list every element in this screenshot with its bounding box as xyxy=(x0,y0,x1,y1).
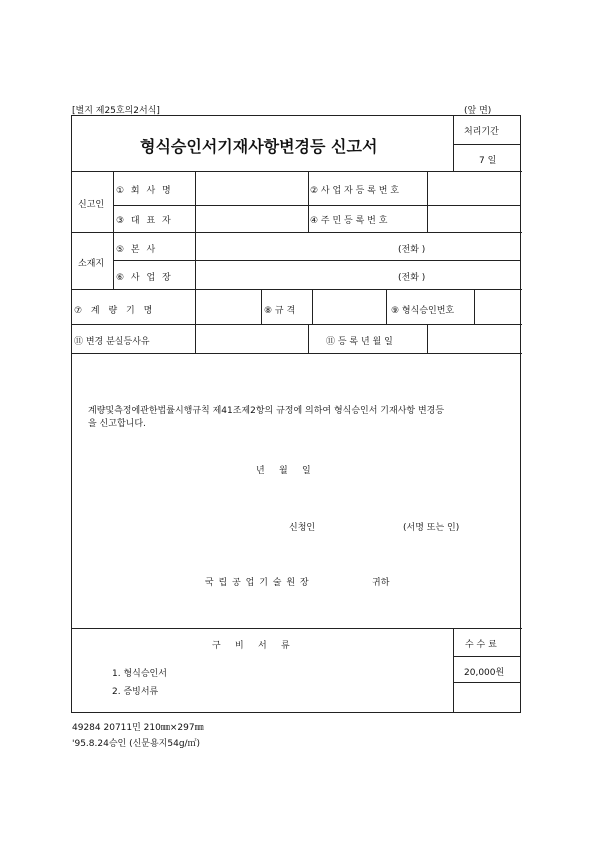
rule xyxy=(386,289,387,324)
registration-date-field[interactable] xyxy=(429,326,519,352)
change-reason-field[interactable] xyxy=(197,326,305,352)
signature-label: (서명 또는 인) xyxy=(403,523,460,533)
rule xyxy=(71,232,522,233)
instrument-name-label: ⑦ 계 량 기 명 xyxy=(74,306,156,316)
rule xyxy=(195,171,196,353)
document-item-1: 1. 형식승인서 xyxy=(112,669,167,679)
rule xyxy=(113,205,521,206)
rule xyxy=(474,289,475,324)
form-number: [별지 제25호의2서식] xyxy=(72,106,160,116)
rule xyxy=(261,289,262,324)
rule xyxy=(308,324,309,353)
fee-label: 수 수 료 xyxy=(465,640,497,650)
rule xyxy=(453,656,521,657)
rule xyxy=(113,171,114,289)
rule xyxy=(113,260,521,261)
rule xyxy=(453,115,454,172)
rule xyxy=(427,324,428,353)
applicant-label: 신청인 xyxy=(289,523,316,533)
rule xyxy=(71,353,522,354)
business-reg-no-label: ② 사 업 자 등 록 번 호 xyxy=(310,186,399,196)
workplace-label: ⑥ 사 업 장 xyxy=(116,273,173,283)
rule xyxy=(453,628,454,713)
rule xyxy=(453,144,521,145)
recipient: 국 립 공 업 기 술 원 장 xyxy=(205,578,310,588)
instrument-name-field[interactable] xyxy=(197,291,259,323)
section-applicant: 신고인 xyxy=(78,200,105,210)
workplace-phone: (전화 ) xyxy=(398,273,426,283)
rule xyxy=(71,628,522,629)
company-name-label: ① 회 사 명 xyxy=(116,186,173,196)
fee-value: 20,000원 xyxy=(464,668,505,678)
rule xyxy=(312,289,313,324)
rule xyxy=(71,324,522,325)
registration-date-label: ⑪ 등 록 년 월 일 xyxy=(326,337,393,347)
required-documents-header: 구 비 서 류 xyxy=(212,641,290,651)
workplace-field[interactable] xyxy=(197,262,519,288)
rule xyxy=(453,682,521,683)
statement-line-1: 계량및측정에관한법률시행규칙 제41조제2항의 규정에 의하여 형식승인서 기재사항 변경등 xyxy=(88,406,445,416)
rule xyxy=(427,171,428,232)
head-office-field[interactable] xyxy=(197,234,519,259)
rule xyxy=(308,171,309,232)
business-reg-no-field[interactable] xyxy=(429,173,519,203)
document-title: 형식승인서기재사항변경등 신고서 xyxy=(140,137,378,156)
representative-label: ③ 대 표 자 xyxy=(116,216,173,226)
date-line: 년 월 일 xyxy=(256,466,311,476)
approval-no-label: ⑨ 형식승인번호 xyxy=(391,306,455,316)
processing-period-label: 처리기간 xyxy=(464,127,499,137)
resident-reg-no-label: ④ 주 민 등 록 번 호 xyxy=(310,216,388,226)
footer-line-2: '95.8.24승인 (신문용지54g/㎡) xyxy=(72,739,201,749)
approval-no-field[interactable] xyxy=(476,291,519,323)
processing-period-value: 7 일 xyxy=(479,156,497,166)
resident-reg-no-field[interactable] xyxy=(429,207,519,231)
representative-field[interactable] xyxy=(197,207,305,231)
footer-line-1: 49284 20711민 210㎜×297㎜ xyxy=(72,723,204,733)
spec-label: ⑧ 규 격 xyxy=(264,306,296,316)
page-side: (앞 면) xyxy=(464,106,492,116)
rule xyxy=(71,289,522,290)
head-office-label: ⑤ 본 사 xyxy=(116,245,158,255)
head-office-phone: (전화 ) xyxy=(398,245,426,255)
change-reason-label: ⑪ 변경 분실등사유 xyxy=(74,337,150,347)
rule xyxy=(71,171,522,172)
spec-field[interactable] xyxy=(314,291,384,323)
document-item-2: 2. 증빙서류 xyxy=(112,687,159,697)
company-name-field[interactable] xyxy=(197,173,305,203)
statement-line-2: 을 신고합니다. xyxy=(88,419,146,429)
section-location: 소재지 xyxy=(78,259,105,269)
recipient-honorific: 귀하 xyxy=(372,578,390,588)
